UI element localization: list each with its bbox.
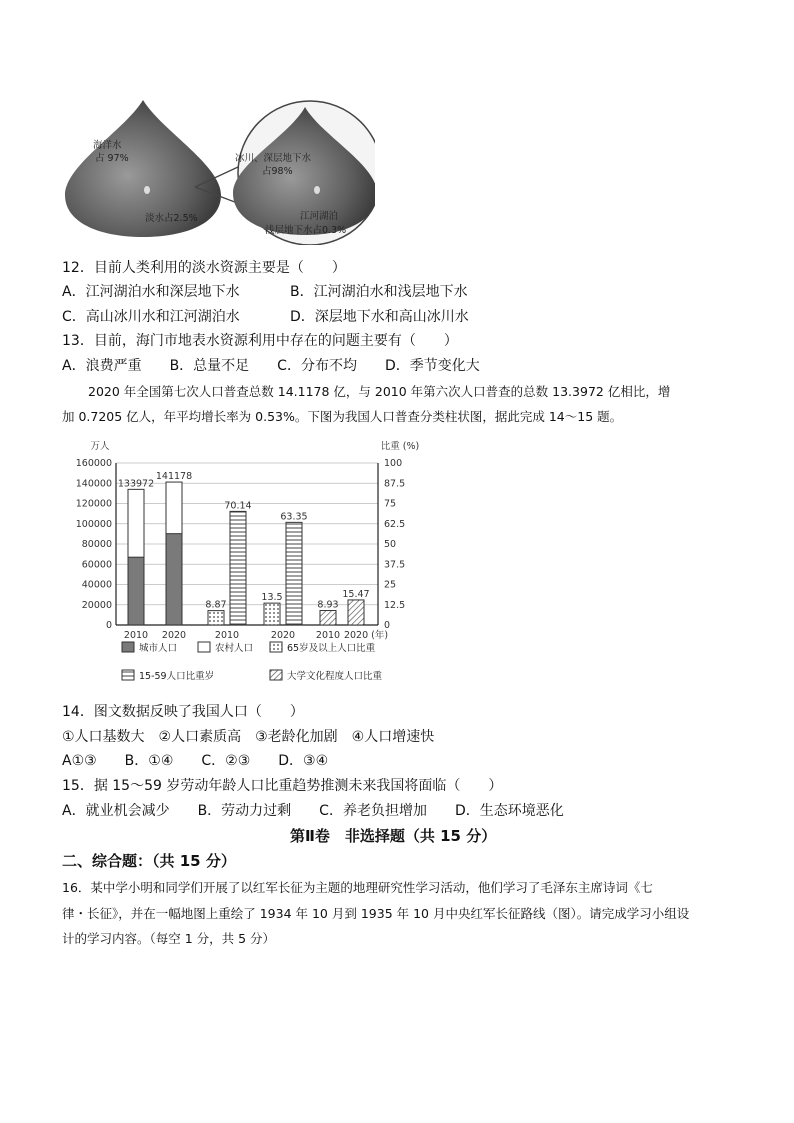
- legend-label: 65岁及以上人口比重: [287, 643, 376, 654]
- legend-label: 15-59人口比重岁: [139, 671, 215, 682]
- left-tick-label: 60000: [81, 559, 112, 571]
- left-axis-unit: 万人: [90, 441, 110, 452]
- q15-options: A．就业机会减少 B．劳动力过剩 C．养老负担增加 D．生态环境恶化: [62, 803, 564, 819]
- urban-population-bar: [166, 534, 182, 625]
- legend-swatch: [270, 642, 282, 652]
- q12-option-b: B．江河湖泊水和浅层地下水: [290, 284, 468, 300]
- x-tick-label: 2020: [270, 630, 296, 641]
- legend-swatch: [122, 642, 134, 652]
- right-drop-label-1: 冰川、深层地下水: [235, 153, 312, 164]
- q13-stem: 13．目前，海门市地表水资源利用中存在的问题主要有（ ）: [62, 333, 458, 349]
- urban-population-bar: [128, 557, 144, 625]
- right-tick-label: 12.5: [384, 599, 406, 611]
- population-data-label: 141178: [155, 471, 193, 483]
- percent-data-label: 13.5: [261, 592, 283, 604]
- right-tick-label: 100: [384, 458, 403, 469]
- legend-swatch: [122, 670, 134, 680]
- percent-bar: [208, 611, 224, 625]
- q12-stem: 12．目前人类利用的淡水资源主要是（ ）: [62, 260, 346, 276]
- left-tick-label: 0: [105, 620, 112, 631]
- percent-bar: [348, 600, 364, 625]
- q14-stem: 14．图文数据反映了我国人口（ ）: [62, 704, 304, 720]
- left-tick-label: 80000: [81, 539, 112, 550]
- right-tick-label: 50: [384, 539, 397, 550]
- left-tick-label: 160000: [75, 458, 112, 469]
- percent-data-label: 70.14: [224, 500, 252, 512]
- percent-bar: [320, 611, 336, 625]
- x-tick-label: 2010: [315, 630, 341, 641]
- population-chart: [60, 435, 420, 700]
- percent-bar: [286, 522, 302, 625]
- section-2-heading: 二、综合题：（共 15 分）: [62, 852, 236, 870]
- left-tick-label: 140000: [75, 478, 112, 490]
- percent-bar: [264, 603, 280, 625]
- x-tick-label: 2020 (年): [343, 630, 389, 641]
- percent-data-label: 8.93: [317, 599, 339, 611]
- left-tick-label: 120000: [75, 498, 112, 510]
- q16-line-1: 16．某中学小明和同学们开展了以红军长征为主题的地理研究性学习活动，他们学习了毛泽东主席诗词《七: [62, 880, 653, 895]
- intro-line-2: 加 0.7205 亿人，年平均增长率为 0.53%。下图为我国人口普查分类柱状图，据此完成 14～15 题。: [62, 409, 623, 424]
- left-drop-label-2: 占 97%: [95, 153, 129, 164]
- x-tick-label: 2020: [161, 630, 187, 641]
- section-2-title: 第Ⅱ卷 非选择题（共 15 分）: [290, 827, 497, 845]
- legend-label: 农村人口: [215, 643, 254, 654]
- right-tick-label: 62.5: [384, 518, 406, 530]
- right-drop-label-2: 占98%: [262, 166, 293, 177]
- left-drop-label-1: 海洋水: [93, 140, 122, 151]
- right-tick-label: 87.5: [384, 478, 406, 490]
- right-tick-label: 75: [384, 498, 397, 510]
- left-tick-label: 40000: [81, 579, 112, 591]
- percent-data-label: 15.47: [342, 588, 370, 600]
- intro-line-1: 2020 年全国第七次人口普查总数 14.1178 亿，与 2010 年第六次人口普查的总数 13.3972 亿相比，增: [88, 384, 671, 399]
- percent-bar: [230, 511, 246, 625]
- legend-label: 城市人口: [139, 643, 178, 654]
- q15-stem: 15．据 15～59 岁劳动年龄人口比重趋势推测未来我国将面临（ ）: [62, 778, 503, 794]
- right-drop-bottom-2: 浅层地下水占0.3%: [265, 225, 347, 236]
- left-tick-label: 100000: [75, 518, 112, 530]
- percent-data-label: 8.87: [205, 599, 227, 611]
- q12-option-a: A．江河湖泊水和深层地下水: [62, 284, 240, 300]
- left-tick-label: 20000: [81, 599, 112, 611]
- legend-swatch: [270, 670, 282, 680]
- right-drop-bottom-1: 江河湖泊: [300, 211, 339, 222]
- left-drop-bottom: 淡水占2.5%: [145, 213, 198, 224]
- x-tick-label: 2010: [214, 630, 240, 641]
- right-tick-label: 25: [384, 579, 397, 591]
- right-tick-label: 0: [384, 620, 391, 631]
- population-data-label: 133972: [117, 478, 155, 490]
- percent-data-label: 63.35: [280, 511, 308, 523]
- q12-option-c: C．高山冰川水和江河湖泊水: [62, 309, 240, 325]
- legend-swatch: [198, 642, 210, 652]
- q14-items: ①人口基数大 ②人口素质高 ③老龄化加剧 ④人口增速快: [62, 729, 435, 745]
- q13-options: A．浪费严重 B．总量不足 C．分布不均 D．季节变化大: [62, 358, 480, 374]
- right-tick-label: 37.5: [384, 559, 406, 571]
- legend-label: 大学文化程度人口比重: [287, 671, 383, 682]
- q16-line-3: 计的学习内容。（每空 1 分，共 5 分）: [62, 931, 276, 946]
- q12-option-d: D．深层地下水和高山冰川水: [290, 309, 469, 325]
- q16-line-2: 律・长征》，并在一幅地图上重绘了 1934 年 10 月到 1935 年 10 月中央红军长征路线（图）。请完成学习小组设: [62, 906, 690, 921]
- x-tick-label: 2010: [123, 630, 149, 641]
- right-axis-unit: 比重 (%): [380, 441, 420, 452]
- q14-options: A①③ B．①④ C．②③ D．③④: [62, 753, 329, 769]
